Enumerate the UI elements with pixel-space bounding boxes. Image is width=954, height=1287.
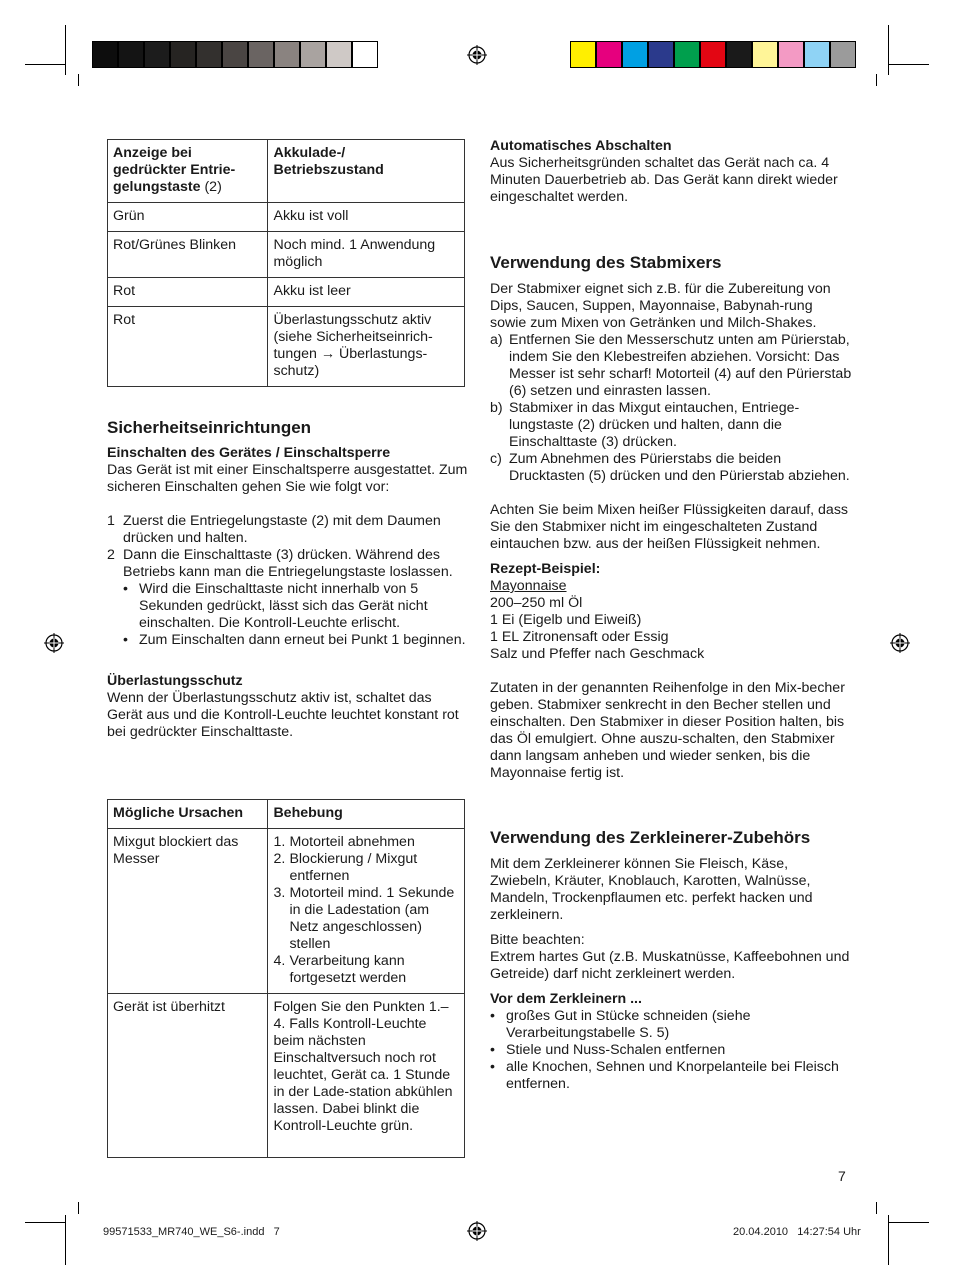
gray-swatch (274, 41, 300, 68)
gray-swatch (144, 41, 170, 68)
subheading: Überlastungsschutz (107, 673, 243, 689)
list-item: c) Zum Abnehmen des Pürierstabs die beiden Drucktasten (5) drücken und den Pürierstab abziehen. (490, 451, 850, 484)
safety-section (107, 418, 469, 741)
list-item: 1 Zuerst die Entriegelungstaste (2) mit dem Daumen drücken und halten. (107, 513, 441, 546)
color-swatch (804, 41, 830, 68)
status-table-header-state: Akkulade-/ Betriebszustand (268, 140, 465, 203)
color-swatch (700, 41, 726, 68)
color-swatch (726, 41, 752, 68)
section-title: Verwendung des Stabmixers (490, 253, 722, 272)
table-cell: Rot (108, 307, 268, 387)
paragraph: Das Gerät ist mit einer Einschaltsperre ausgestattet. Zum sicheren Einschalten gehen Sie wie folgt vor: (107, 462, 468, 495)
gray-swatch (300, 41, 326, 68)
gray-swatch (248, 41, 274, 68)
subheading: Automatisches Abschalten (490, 138, 672, 154)
paragraph: Der Stabmixer eignet sich z.B. für die Zubereitung von Dips, Saucen, Suppen, Mayonnaise, Babynah-rung sowie zum Mixen von Getränken und Milch-Shakes. (490, 281, 831, 331)
recipe-name: Mayonnaise (490, 578, 567, 594)
trouble-table-header-fix: Behebung (268, 800, 465, 829)
list-item: • großes Gut in Stücke schneiden (siehe Verarbeitungstabelle S. 5) (490, 1008, 751, 1041)
gray-swatch (222, 41, 248, 68)
table-cell: Rot/Grünes Blinken (108, 232, 268, 278)
page-number: 7 (838, 1168, 846, 1184)
list-item: 2. Blockierung / Mixgut entfernen (273, 851, 418, 884)
list-item: • alle Knochen, Sehnen und Knorpelanteile bei Fleisch entfernen. (490, 1059, 839, 1092)
table-cell: Akku ist leer (268, 278, 465, 307)
paragraph: Mit dem Zerkleinerer können Sie Fleisch, Käse, Zwiebeln, Kräuter, Knoblauch, Karotten, Walnüsse, Mandeln, Trockenpflaumen etc. perfekt hacken und zerkleinern. (490, 856, 813, 923)
color-swatch (570, 41, 596, 68)
ingredient: 1 Ei (Eigelb und Eiweiß) (490, 612, 642, 628)
paragraph: Aus Sicherheitsgründen schaltet das Gerät nach ca. 4 Minuten Dauerbetrieb ab. Das Gerät kann direkt wieder eingeschaltet werden. (490, 155, 838, 205)
list-item: 1. Motorteil abnehmen (273, 834, 415, 850)
gray-swatch (118, 41, 144, 68)
table-cell: Überlastungsschutz aktiv (siehe Sicherheitseinrich-tungen → Überlastungs-schutz) (268, 307, 465, 387)
color-swatch (674, 41, 700, 68)
gray-swatch (326, 41, 352, 68)
color-swatch (648, 41, 674, 68)
color-swatch (752, 41, 778, 68)
table-cell: Mixgut blockiert das Messer (108, 829, 268, 994)
list-item: • Stiele und Nuss-Schalen entfernen (490, 1042, 726, 1058)
list-item: a) Entfernen Sie den Messerschutz unten am Pürierstab, indem Sie den Klebestreifen abziehen. Vorsicht: Das Messer ist sehr scharf! Motorteil (4) auf den Pürierstab (6) setzen und einrasten lassen. (490, 332, 852, 399)
color-swatch (596, 41, 622, 68)
table-cell: Rot (108, 278, 268, 307)
paragraph: Bitte beachten: (490, 932, 585, 948)
paragraph: Achten Sie beim Mixen heißer Flüssigkeiten darauf, dass Sie den Stabmixer nicht im eingeschalteten Zustand eintauchen bzw. aus der heißen Flüssigkeit nehmen. (490, 502, 849, 552)
subheading: Einschalten des Gerätes / Einschaltsperre (107, 445, 391, 461)
troubleshooting-table (107, 799, 465, 1158)
ingredient: 200–250 ml Öl (490, 595, 583, 611)
ingredient: Salz und Pfeffer nach Geschmack (490, 646, 705, 662)
paragraph: Zutaten in der genannten Reihenfolge in den Mix-becher geben. Stabmixer senkrecht in den Becher stellen und einschalten. Den Stabmixer in dieser Position halten, bis das Öl emulgiert. Ohne auszu-schalten, den Stabmixer dann langsam anheben und wieder senken, bis die Mayonnaise fertig ist. (490, 680, 845, 781)
table-cell (268, 829, 465, 994)
color-swatch (778, 41, 804, 68)
registration-mark-icon (890, 633, 910, 653)
table-cell: Noch mind. 1 Anwendung möglich (268, 232, 465, 278)
list-item: 2 Dann die Einschalttaste (3) drücken. Während des Betriebs kann man die Entriegelungstaste loslassen. (107, 547, 453, 580)
footer-timestamp: 20.04.2010 14:27:54 Uhr (733, 1226, 861, 1238)
paragraph: Extrem hartes Gut (z.B. Muskatnüsse, Kaffeebohnen und Getreide) darf nicht zerkleinert werden. (490, 949, 850, 982)
status-table (107, 139, 465, 387)
gray-color-bar (92, 41, 378, 68)
table-cell: Grün (108, 203, 268, 232)
section-title: Sicherheitseinrichtungen (107, 418, 312, 437)
section-title: Verwendung des Zerkleinerer-Zubehörs (490, 828, 811, 847)
paragraph: Wenn der Überlastungsschutz aktiv ist, schaltet das Gerät aus und die Kontroll-Leuchte leuchtet konstant rot bei gedrückter Einschalttaste. (107, 690, 459, 740)
process-color-bar (570, 41, 856, 68)
gray-swatch (196, 41, 222, 68)
table-cell: Akku ist voll (268, 203, 465, 232)
right-column (490, 138, 852, 1093)
subheading: Rezept-Beispiel: (490, 561, 601, 577)
gray-swatch (170, 41, 196, 68)
ingredient: 1 EL Zitronensaft oder Essig (490, 629, 669, 645)
registration-mark-icon (467, 45, 487, 65)
footer-file-info: 99571533_MR740_WE_S6-.indd 7 (103, 1226, 280, 1238)
gray-swatch (92, 41, 118, 68)
status-table-header-display: Anzeige bei gedrückter Entrie-gelungstaste (2) (108, 140, 268, 203)
color-swatch (830, 41, 856, 68)
color-swatch (622, 41, 648, 68)
table-cell: Folgen Sie den Punkten 1.–4. Falls Kontroll-Leuchte beim nächsten Einschaltversuch noch rot leuchtet, Gerät ca. 1 Stunde in der Lade-station abkühlen lassen. Dabei blinkt die Kontroll-Leuchte grün. (268, 994, 465, 1158)
trouble-table-header-cause: Mögliche Ursachen (108, 800, 268, 829)
table-cell: Gerät ist überhitzt (108, 994, 268, 1158)
list-item: • Zum Einschalten dann erneut bei Punkt 1 beginnen. (123, 632, 466, 648)
list-item: • Wird die Einschalttaste nicht innerhalb von 5 Sekunden gedrückt, lässt sich das Gerät nicht einschalten. Die Kontroll-Leuchte erlischt. (123, 581, 428, 631)
subheading: Vor dem Zerkleinern ... (490, 991, 642, 1007)
registration-mark-icon (467, 1221, 487, 1241)
list-item: b) Stabmixer in das Mixgut eintauchen, Entriege-lungstaste (2) drücken und halten, dann die Einschalttaste (3) drücken. (490, 400, 800, 450)
gray-swatch (352, 41, 378, 68)
list-item: 3. Motorteil mind. 1 Sekunde in die Ladestation (am Netz angeschlossen) stellen (273, 885, 455, 952)
registration-mark-icon (44, 633, 64, 653)
list-item: 4. Verarbeitung kann fortgesetzt werden (273, 953, 407, 986)
